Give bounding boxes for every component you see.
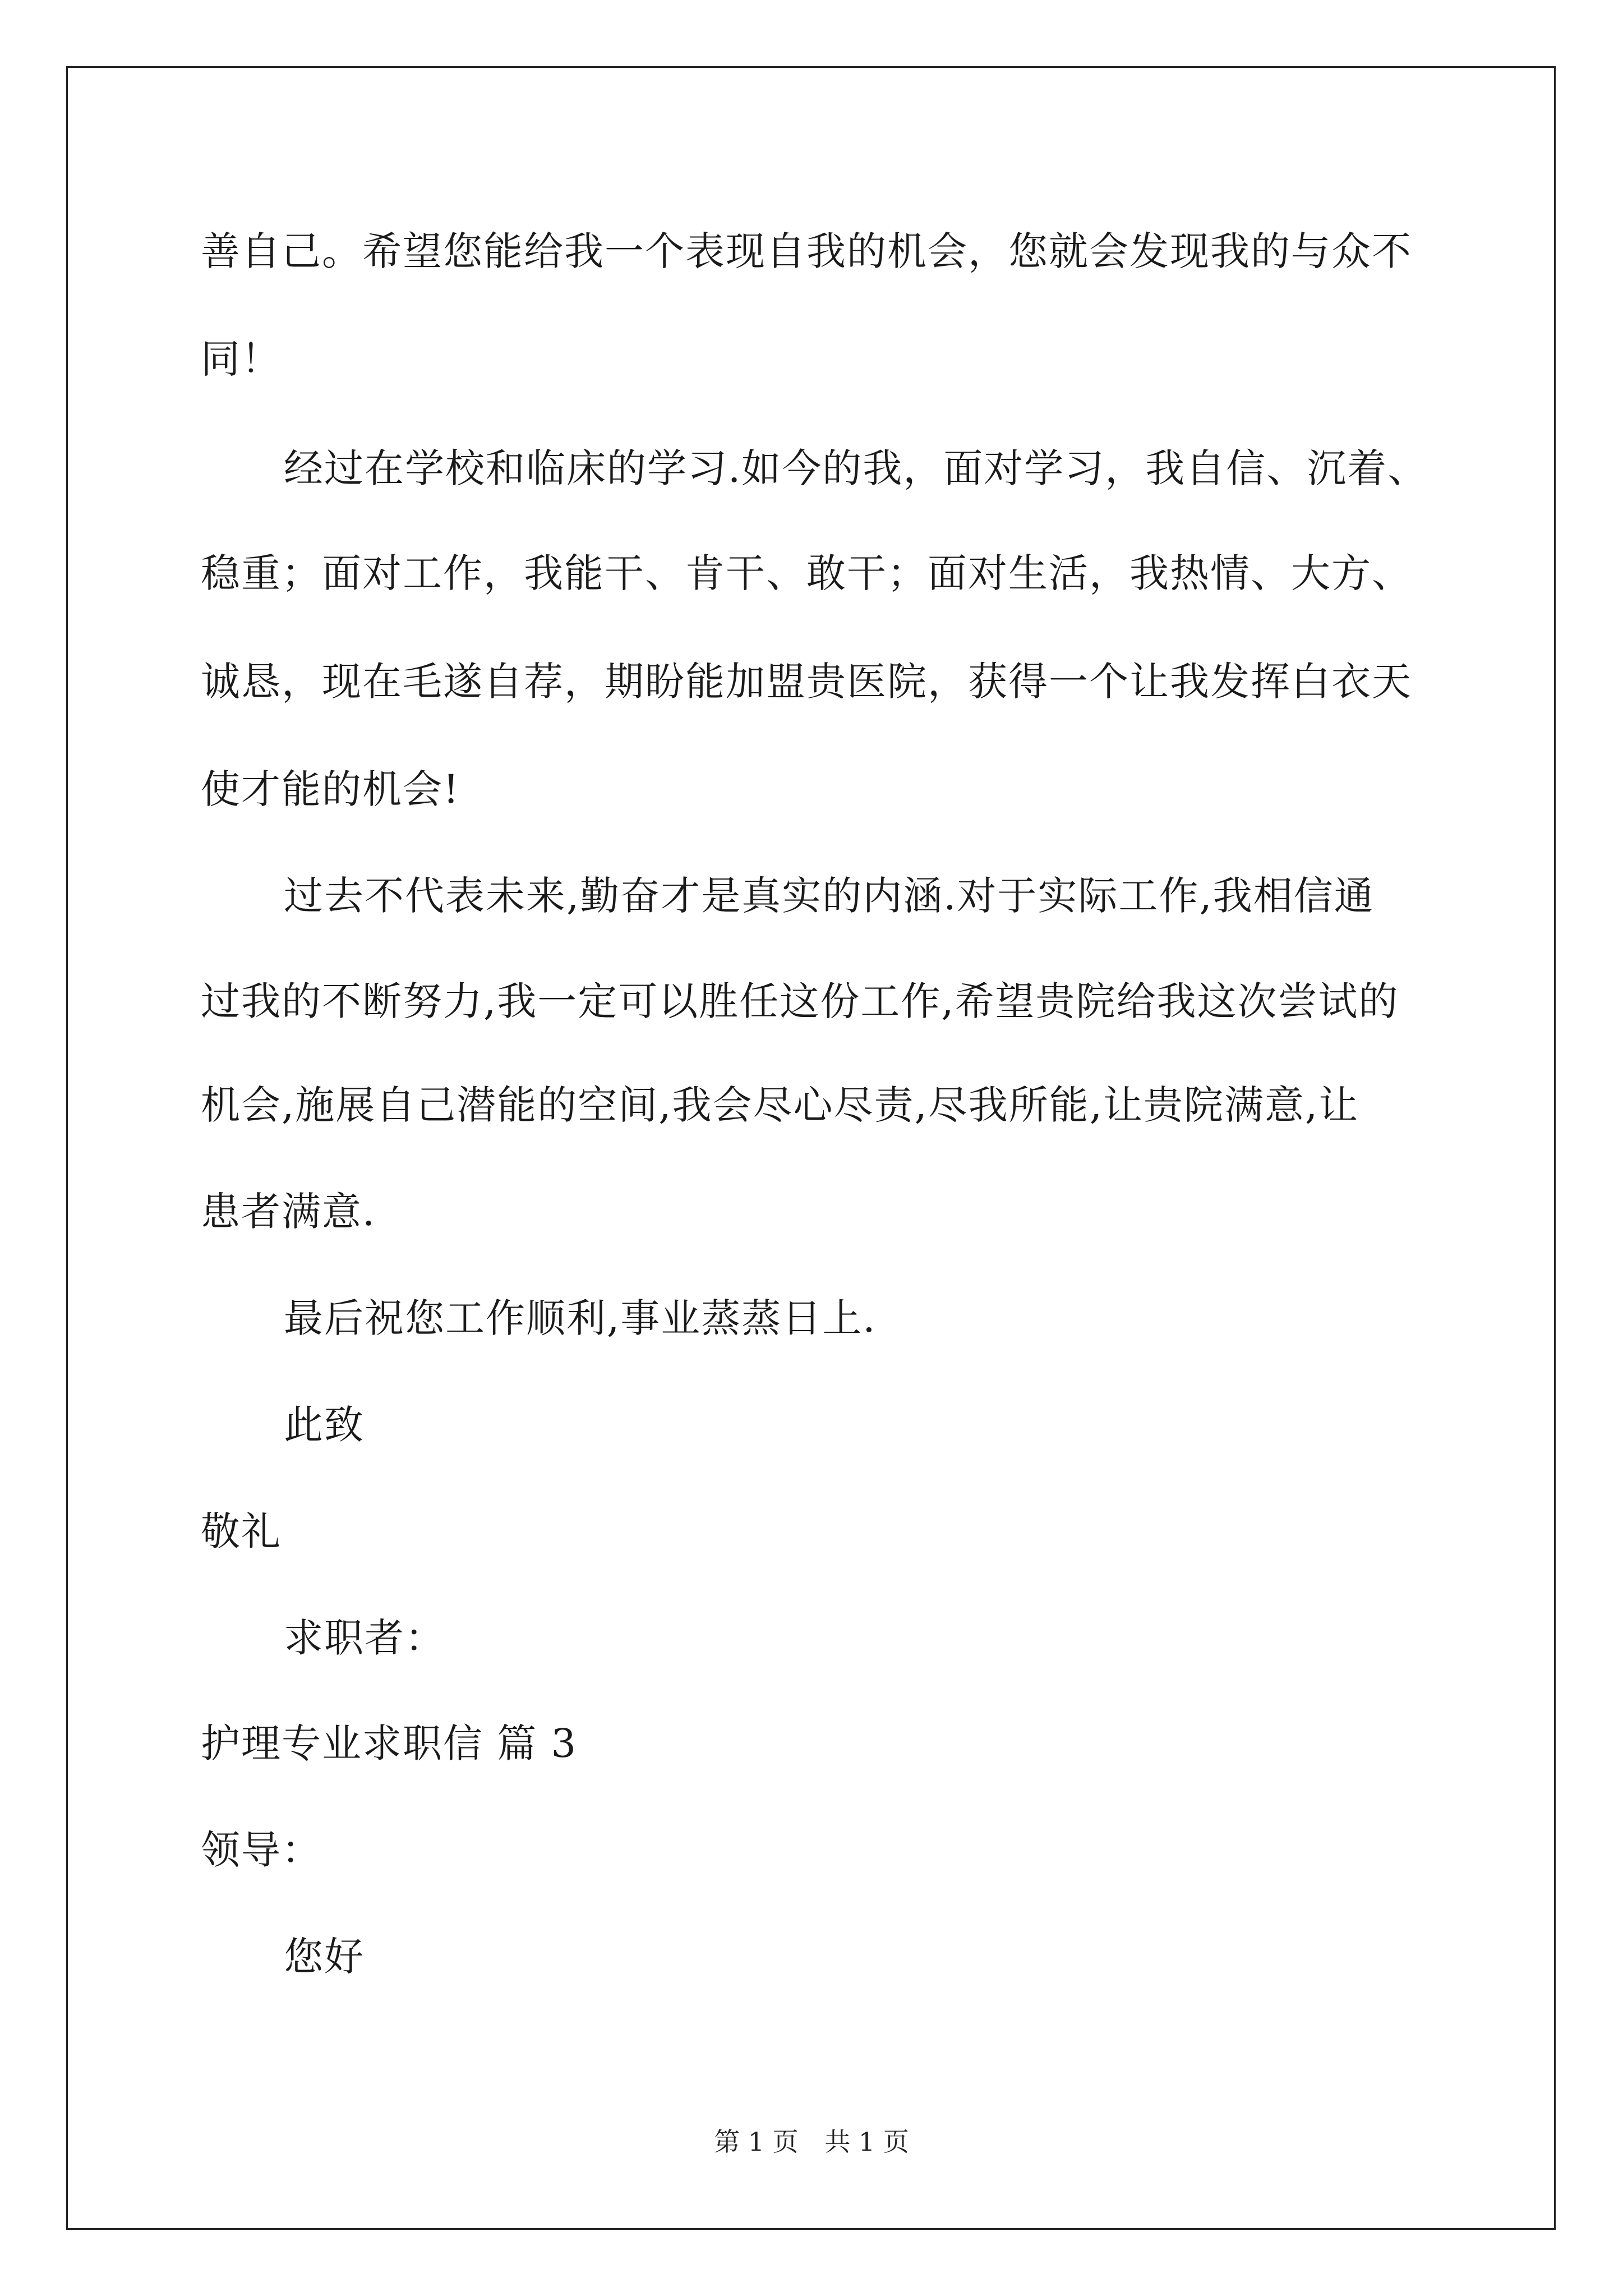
page-number: 第 1 页 xyxy=(714,2127,799,2157)
greeting: 您好 xyxy=(284,1934,365,1980)
paragraph-line: 过去不代表未来,勤奋才是真实的内涵.对于实际工作,我相信通 xyxy=(284,873,1375,919)
page-total: 共 1 页 xyxy=(824,2127,909,2157)
signature-label: 求职者： xyxy=(284,1615,445,1661)
greeting-recipient: 领导： xyxy=(201,1827,322,1873)
page-footer xyxy=(0,2125,1623,2159)
closing-wish: 最后祝您工作顺利,事业蒸蒸日上. xyxy=(284,1295,877,1341)
page-border xyxy=(66,66,1556,2230)
paragraph-line: 同！ xyxy=(201,336,282,382)
paragraph-line: 过我的不断努力,我一定可以胜任这份工作,希望贵院给我这次尝试的 xyxy=(201,978,1399,1024)
salutation-regards: 敬礼 xyxy=(201,1508,282,1554)
paragraph-line: 经过在学校和临床的学习.如今的我，面对学习，我自信、沉着、 xyxy=(284,445,1428,491)
paragraph-line: 善自己。希望您能给我一个表现自我的机会，您就会发现我的与众不 xyxy=(201,228,1412,274)
salutation-closing: 此致 xyxy=(284,1402,365,1448)
paragraph-line: 机会,施展自己潜能的空间,我会尽心尽责,尽我所能,让贵院满意,让 xyxy=(201,1082,1359,1128)
paragraph-line: 患者满意. xyxy=(201,1189,376,1235)
paragraph-line: 使才能的机会! xyxy=(201,766,460,812)
paragraph-line: 稳重；面对工作，我能干、肯干、敢干；面对生活，我热情、大方、 xyxy=(201,550,1412,596)
paragraph-line: 诚恳，现在毛遂自荐，期盼能加盟贵医院，获得一个让我发挥白衣天 xyxy=(201,659,1412,705)
section-heading: 护理专业求职信 篇 3 xyxy=(201,1720,578,1766)
